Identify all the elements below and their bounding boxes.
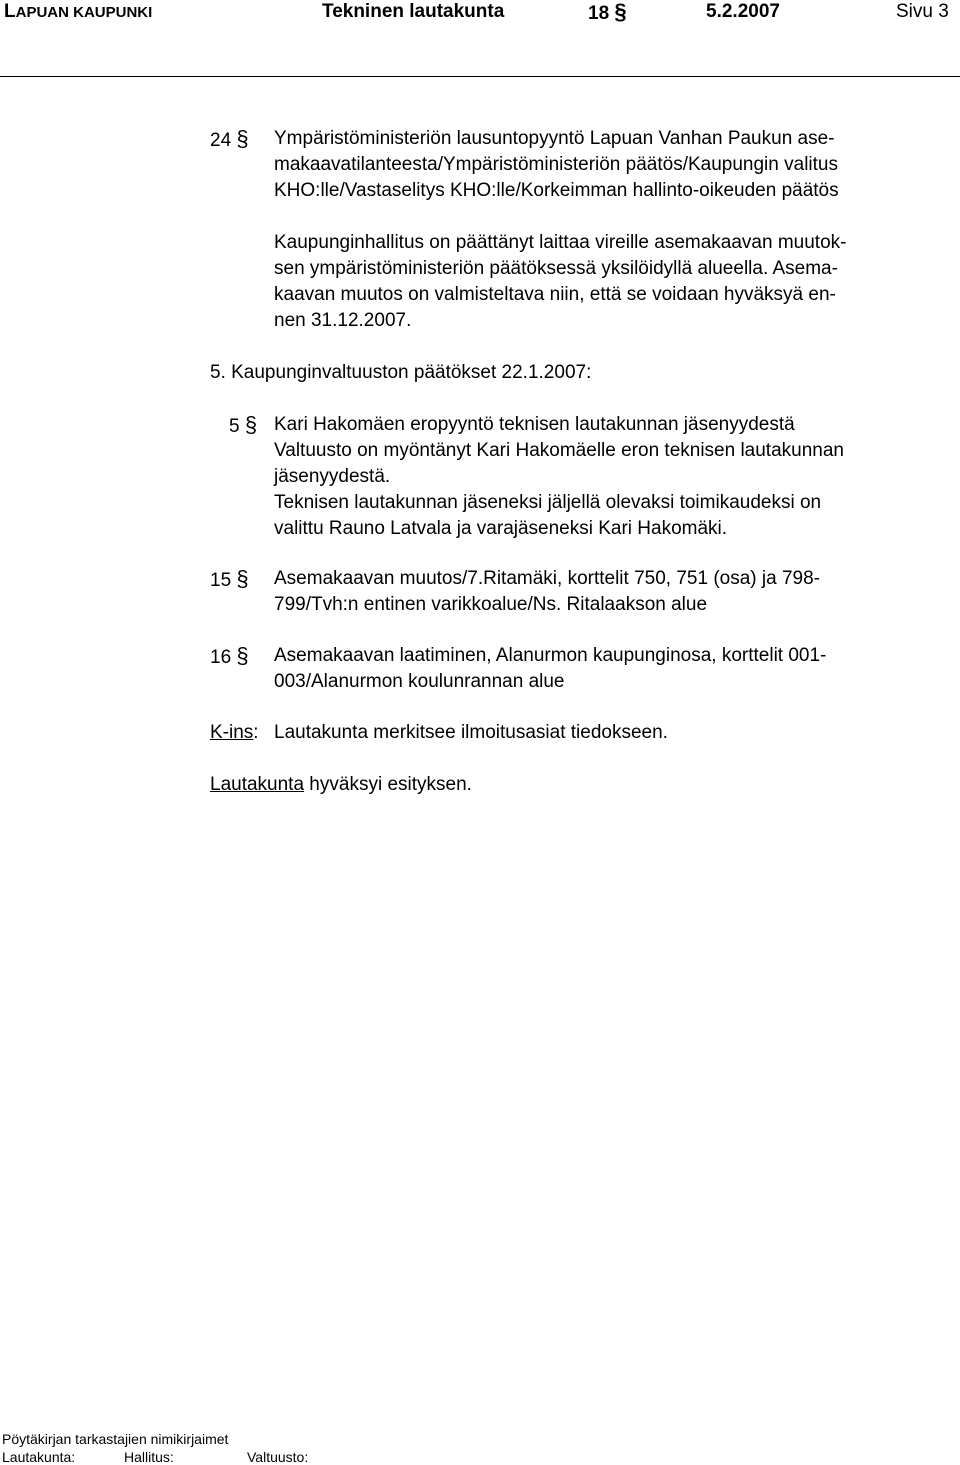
paragraph-icon: § <box>614 0 627 24</box>
council-item-number: 5 § <box>229 412 258 437</box>
paragraph-icon: § <box>236 643 249 668</box>
section-heading: 5. Kaupunginvaltuuston päätökset 22.1.2007: <box>210 362 592 383</box>
proposal-text: Lautakunta merkitsee ilmoitusasiat tiedokseen. <box>274 722 668 743</box>
item-title: Ympäristöministeriön lausuntopyyntö Lapuan Vanhan Paukun ase- makaavatilanteesta/Ympäristöministeriön päätös/Kaupungin valitus KHO:lle/Vastaselitys KHO:lle/Korkeimman hallinto-oikeuden päätös <box>274 128 839 201</box>
meeting-date: 5.2.2007 <box>706 1 780 22</box>
footer-hallitus: Hallitus: <box>124 1449 174 1465</box>
item-body: Kaupunginhallitus on päättänyt laittaa vireille asemakaavan muutok- sen ympäristöministeriön päätöksessä yksilöidyllä alueella. Asema- kaavan muutos on valmisteltava niin, että se voidaan hyväksyä en- nen 31.12.2007. <box>274 232 847 331</box>
council-item-number: 15 § <box>210 566 249 591</box>
item-number: 24 § <box>210 126 249 151</box>
page-number: Sivu 3 <box>896 1 949 22</box>
header-divider <box>0 76 960 77</box>
proposal-label: K-ins <box>210 722 254 743</box>
council-item-number: 16 § <box>210 643 249 668</box>
organization-name: LAPUAN KAUPUNKI <box>4 1 153 22</box>
paragraph-icon: § <box>244 412 258 437</box>
meeting-number: 18 § <box>588 0 627 24</box>
footer-valtuusto: Valtuusto: <box>247 1449 309 1465</box>
council-item-text: Asemakaavan muutos/7.Ritamäki, korttelit 750, 751 (osa) ja 798- 799/Tvh:n entinen varikkoalue/Ns. Ritalaakson alue <box>274 568 820 615</box>
paragraph-icon: § <box>236 566 249 591</box>
proposal: K-ins: <box>210 722 259 743</box>
council-item-text: Asemakaavan laatiminen, Alanurmon kaupunginosa, korttelit 001- 003/Alanurmon koulunrannan alue <box>274 645 827 692</box>
decision-label: Lautakunta <box>210 774 305 795</box>
decision: Lautakunta hyväksyi esityksen. <box>210 774 472 795</box>
footer-initials-label: Pöytäkirjan tarkastajien nimikirjaimet <box>2 1431 229 1447</box>
footer-lautakunta: Lautakunta: <box>2 1449 76 1465</box>
board-name: Tekninen lautakunta <box>322 1 505 22</box>
paragraph-icon: § <box>236 126 249 151</box>
council-item-text: Kari Hakomäen eropyyntö teknisen lautakunnan jäsenyydestä Valtuusto on myöntänyt Kari Hakomäelle eron teknisen lautakunnan jäsenyydestä. Teknisen lautakunnan jäseneksi jäljellä olevaksi toimikaudeksi on valittu Rauno Latvala ja varajäseneksi Kari Hakomäki. <box>274 414 844 539</box>
